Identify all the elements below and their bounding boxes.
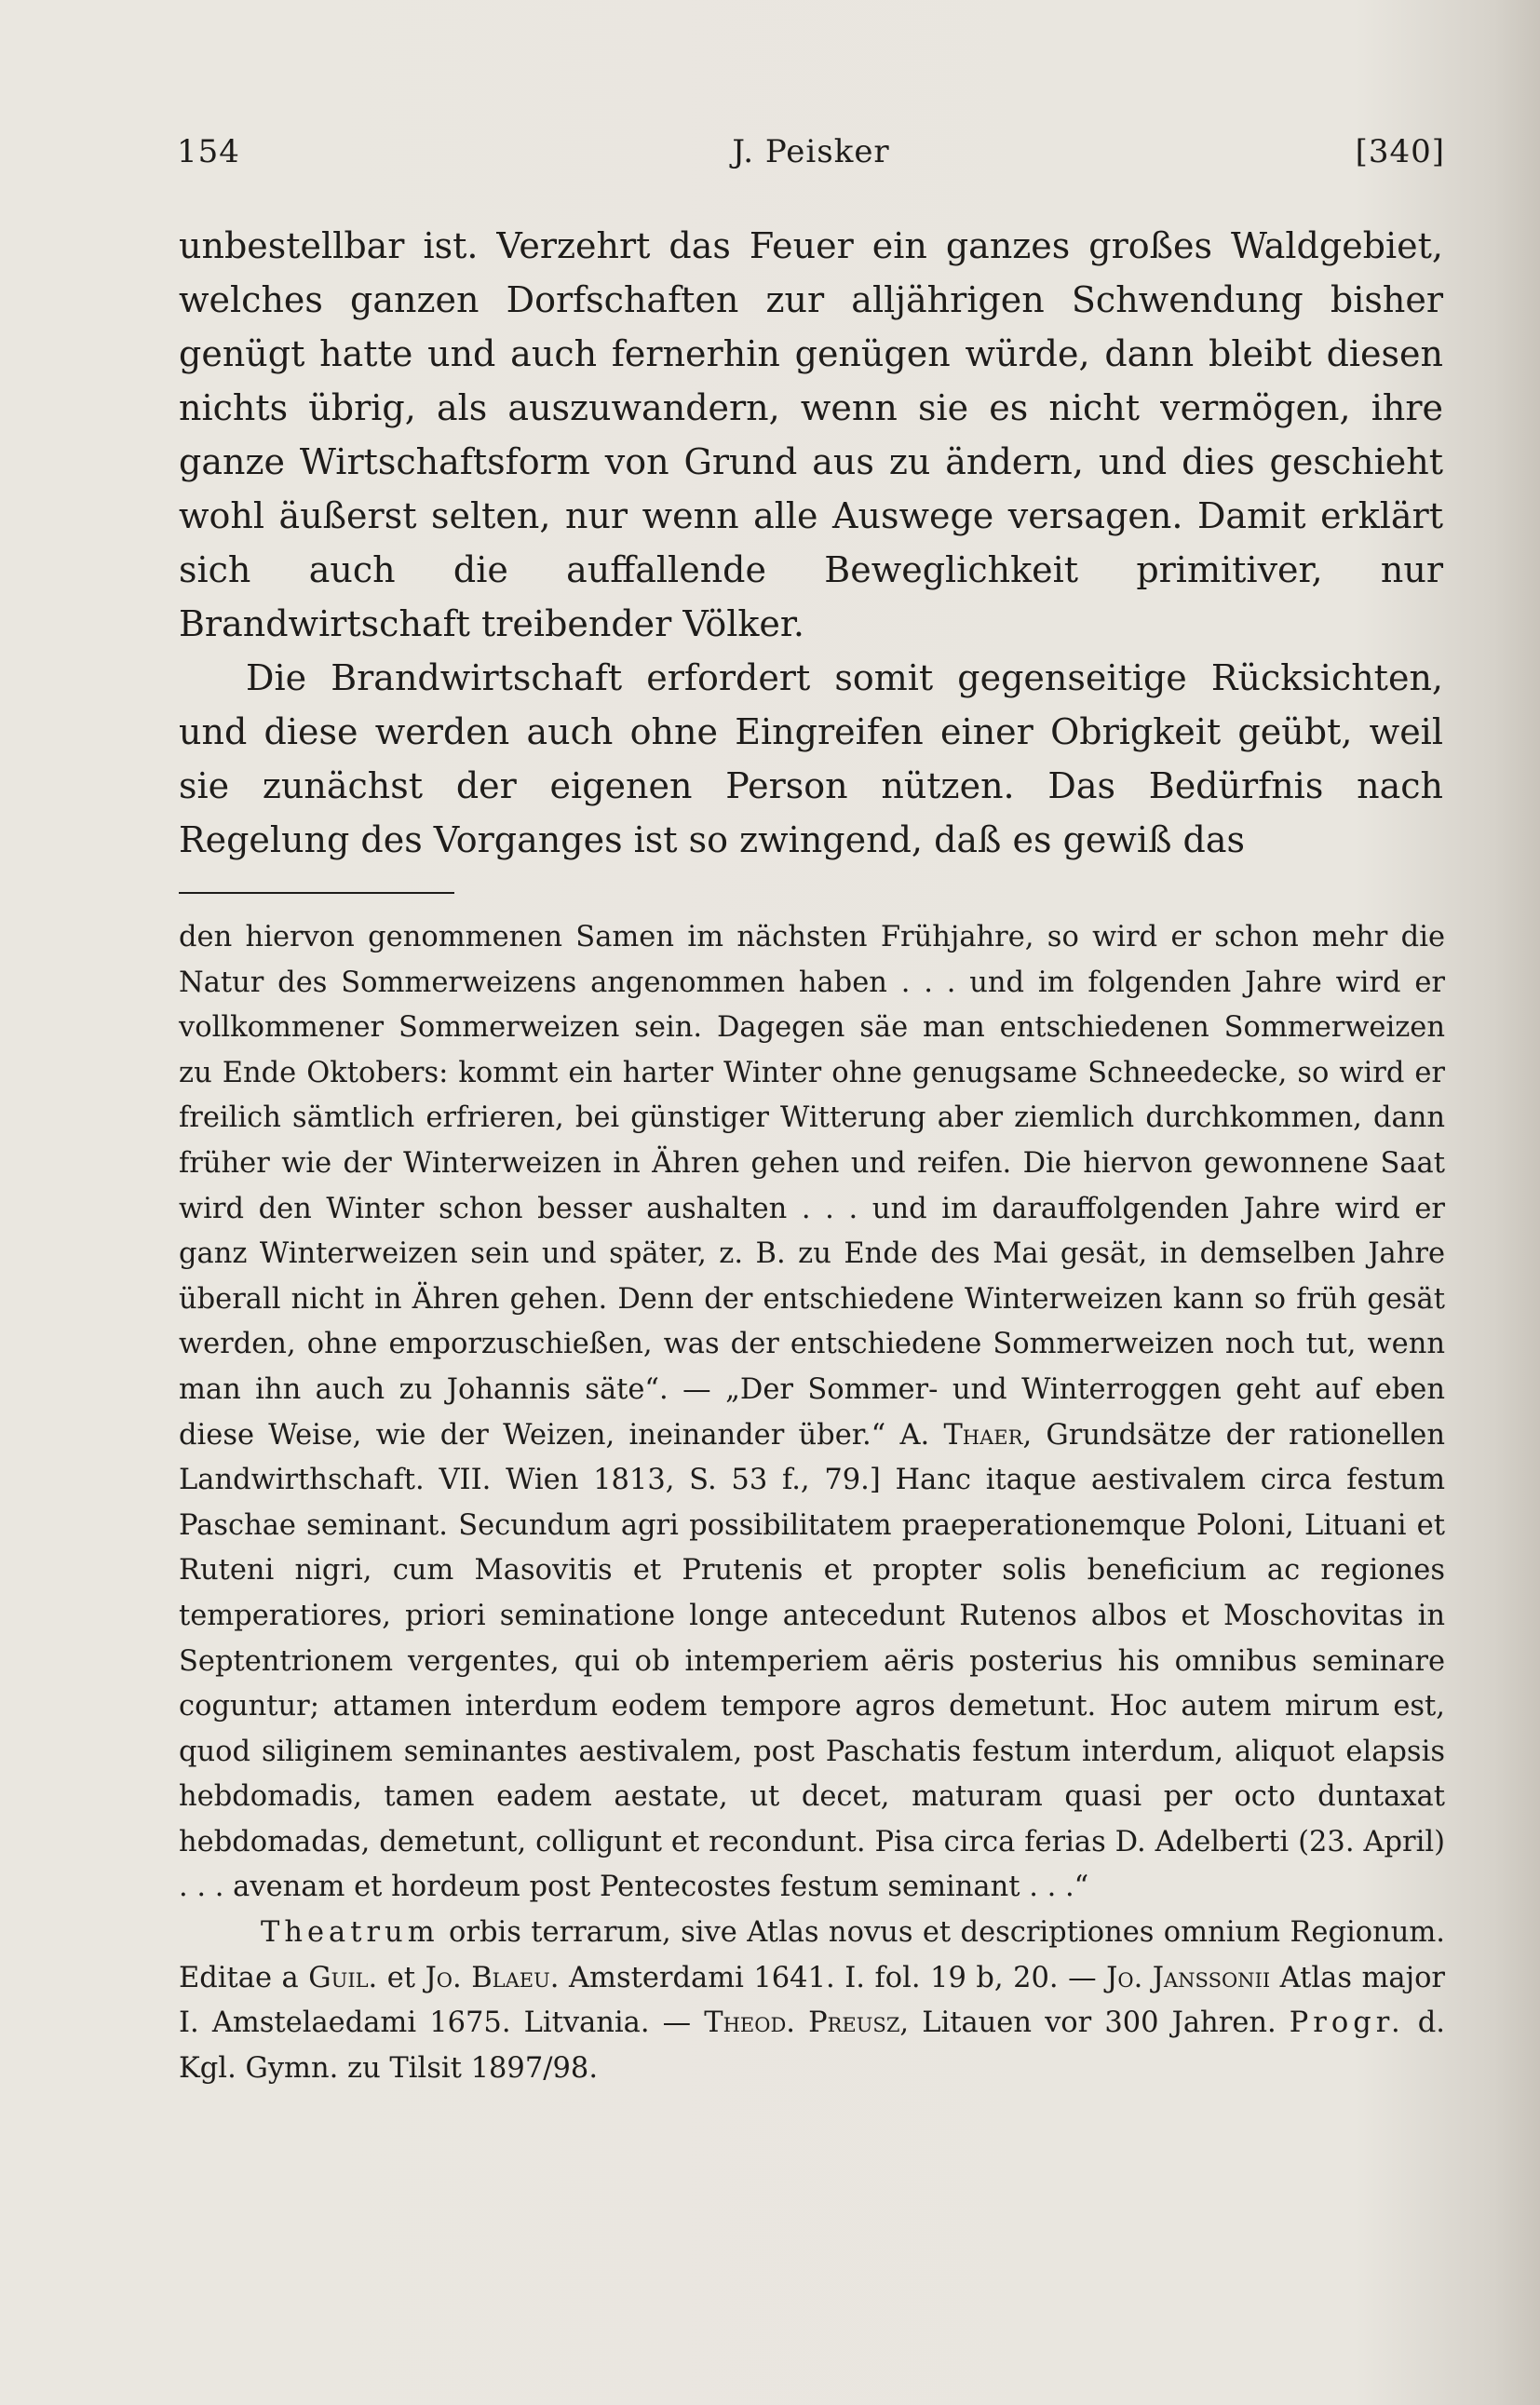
footnote-paragraph-1 — [179, 915, 1445, 1911]
footnote-text: d. Kgl. Gymn. zu Tilsit 1897/98. — [179, 2006, 1445, 2085]
footnote-text: et — [377, 1961, 426, 1994]
body-paragraph-1: unbestellbar ist. Verzehrt das Feuer ein ganzes großes Waldgebiet, welches ganzen Dorfschaften zur alljährigen Schwendung bisher genügt hatte und auch fernerhin genügen würde, dann bleibt diesen nichts übrig, als auszuwandern, wenn sie es nicht vermögen, ihre ganze Wirtschaftsform von Grund aus zu ändern, und dies geschieht wohl äußerst selten, nur wenn alle Auswege versagen. Damit erklärt sich auch die auffallende Beweglichkeit primitiver, nur Brandwirtschaft treibender Völker. — [179, 225, 1443, 644]
footnote-text: , Litauen vor 300 Jahren. — [899, 2006, 1290, 2040]
footnote-divider — [179, 892, 454, 894]
title-theatrum: Theatrum — [261, 1916, 439, 1950]
footnote-text: , Grundsätze der rationellen Landwirthschaft. VII. Wien 1813, S. 53 f., 79.] Hanc itaque aestivalem circa festum Paschae seminant. Secundum agri possibilitatem praeperationemque Poloni, Lituani et Ruteni nigri, cum Masovitis et Prutenis et propter solis beneficium ac regiones temperatiores, priori seminatione longe antecedunt Rutenos albos et Moschovitas in Septentrionem vergentes, qui ob intemperiem aëris posterius his omnibus seminare coguntur; attamen interdum eodem tempore agros demetunt. Hoc autem mirum est, quod siliginem seminantes aestivalem, post Paschatis festum interdum, aliquot elapsis hebdomadis, tamen eadem aestate, ut decet, maturam quasi per octo duntaxat hebdomadas, demetunt, colligunt et recondunt. Pisa circa ferias D. Adelberti (23. April) . . . avenam et hordeum post Pentecostes festum seminant . . .“ — [179, 1418, 1445, 1904]
footnote-text: Amsterdami 1641. I. fol. 19 b, 20. — — [559, 1961, 1107, 1994]
page-number: 154 — [177, 133, 240, 170]
main-text — [179, 219, 1443, 867]
author-janssonius: Jo. Janssonii — [1106, 1961, 1271, 1994]
running-head: J. Peisker — [732, 133, 890, 170]
footnote-text: den hiervon genommenen Samen im nächsten Frühjahre, so wird er schon mehr die Natur des Sommerweizens angenommen haben . . . und im folgenden Jahre wird er vollkommener Sommerweizen sein. Dagegen säe man entschiedenen Sommerweizen zu Ende Oktobers: kommt ein harter Winter ohne genugsame Schneedecke, so wird er freilich sämtlich erfrieren, bei günstiger Witterung aber ziemlich durchkommen, dann früher wie der Winterweizen in Ähren gehen und reifen. Die hiervon gewonnene Saat wird den Winter schon besser aushalten . . . und im darauffolgenden Jahre wird er ganz Winterweizen sein und später, z. B. zu Ende des Mai gesät, in demselben Jahre überall nicht in Ähren gehen. Denn der entschiedene Winterweizen kann so früh gesät werden, ohne emporzuschießen, was der entschiedene Sommerweizen noch tut, wenn man ihn auch zu Johannis säte“. — „Der Sommer- und Winterroggen geht auf eben diese Weise, wie der Weizen, ineinander über.“ A. — [179, 921, 1445, 1452]
footnote-text: orbis terrarum, sive Atlas novus et descriptiones omnium Regionum. Editae a — [179, 1916, 1445, 1994]
author-guil: Guil. — [308, 1961, 378, 1994]
author-blaeu: Jo. Blaeu. — [425, 1961, 560, 1994]
footnote — [179, 915, 1445, 2091]
footnote-paragraph-2 — [179, 1911, 1445, 2091]
footnote-text: Atlas major I. Amstelaedami 1675. Litvania. — — [179, 1961, 1446, 2040]
author-preusz: Theod. Preusz — [704, 2006, 900, 2040]
body-paragraph-2: Die Brandwirtschaft erfordert somit gegenseitige Rücksichten, und diese werden auch ohne Eingreifen einer Obrigkeit geübt, weil sie zunächst der eigenen Person nützen. Das Bedürfnis nach Regelung des Vorganges ist so zwingend, daß es gewiß das — [179, 657, 1443, 860]
bracket-page-number: [340] — [1355, 133, 1445, 170]
page-header — [177, 133, 1445, 185]
author-thaer: Thaer — [943, 1418, 1023, 1452]
progr-label: Progr. — [1289, 2006, 1405, 2040]
